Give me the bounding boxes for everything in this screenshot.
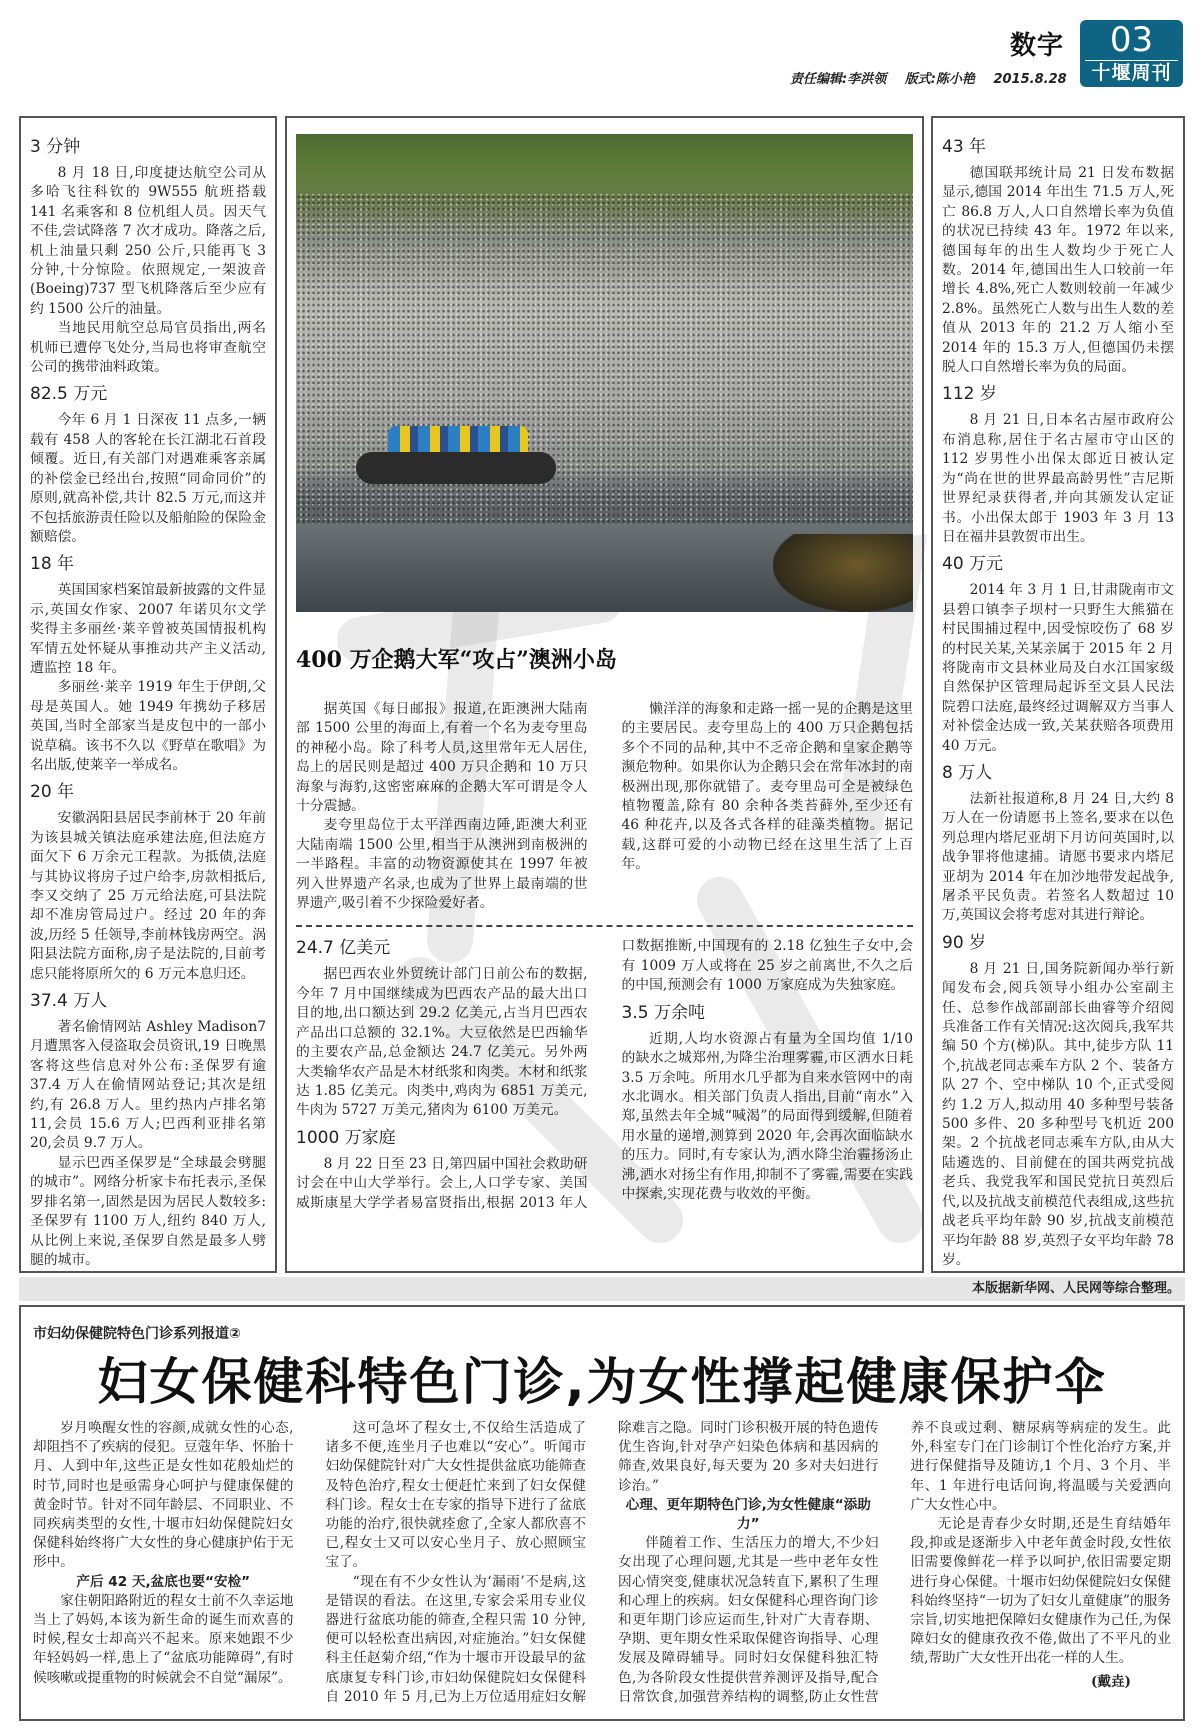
item-paragraph: 法新社报道称,8 月 24 日,大约 8 万人在一份请愿书上签名,要求在以色列总理内塔尼亚胡下月访问英国时,以战争罪将他逮捕。请愿书要求内塔尼亚胡为 2014 年在加沙地带发起战争,屠杀平民负责。若签名人数超过 10 万,英国议会将考虑对其进行辩论。 xyxy=(942,790,1174,924)
item-paragraph: 多丽丝·莱辛 1919 年生于伊朗,父母是英国人。她 1949 年携幼子移居英国,当时全部家当是皮包中的一部小说草稿。该书不久以《野草在歌唱》为名出版,使莱辛一举成名。 xyxy=(30,679,266,773)
editor-credit: 责任编辑:李洪领 xyxy=(790,72,887,87)
item-heading: 3 分钟 xyxy=(30,137,81,157)
item-heading: 40 万元 xyxy=(942,554,1004,575)
masthead-brand: 十堰周刊 xyxy=(1091,62,1172,84)
item-paragraph: 2014 年 3 月 1 日,甘肃陇南市文县碧口镇李子坝村一只野生大熊猫在村民围捕过程中,因受惊咬伤了 68 岁的村民关某,关某亲属于 2015 年 2 月将陇南市文县林业局及白水江国家级自然保护区管理局起诉至文县人民法院碧口法庭,最终经过调解双方当事人对补偿金达成一致,关某获赔各项费用 40 万元。 xyxy=(942,582,1174,754)
editor-line xyxy=(790,72,1081,88)
article-paragraph: 懒洋洋的海象和走路一摇一晃的企鹅是这里的主要居民。麦夸里岛上的 400 万只企鹅包括多个不同的品种,其中不乏帝企鹅和皇家企鹅等濒危物种。如果你认为企鹅只会在常年冰封的南极洲出现,那你就错了。麦夸里岛可全是被绿色植物覆盖,除有 80 余种各类苔藓外,至少还有 46 种花卉,以及各式各样的硅藻类植物。据记载,这群可爱的小动物已经在这里生活了上百年。 xyxy=(621,701,913,873)
article-paragraph: 家住朝阳路附近的程女士前不久幸运地当上了妈妈,本该为新生命的诞生而欢喜的时候,程女士却高兴不起来。原来她跟不少年轻妈妈一样,患上了“盆底功能障碍”,有时候咳嗽或提重物的时候就会不自觉“漏尿”。 xyxy=(33,1592,294,1686)
item-paragraph: 英国国家档案馆最新披露的文件显示,英国女作家、2007 年诺贝尔文学奖得主多丽丝·莱辛曾被英国情报机构军情五处怀疑从事推动共产主义活动,遭监控 18 年。 xyxy=(30,582,266,676)
item-paragraph: 8 月 18 日,印度捷达航空公司从多哈飞往科钦的 9W555 航班搭载 141 名乘客和 8 位机组人员。因天气不佳,尝试降落 7 次才成功。降落之后,机上油量只剩 250 公斤,只能再飞 3 分钟,十分惊险。依照规定,一架波音 (Boeing)737 型飞机降落后至少应有约 1500 公斤的油量。 xyxy=(30,165,266,317)
author-byline: (戴垚) xyxy=(1090,1673,1131,1690)
feature-headline: 400 万企鹅大军“攻占”澳洲小岛 xyxy=(296,647,617,673)
item-heading: 1000 万家庭 xyxy=(296,1127,396,1148)
item-paragraph: 据巴西农业外贸统计部门日前公布的数据,今年 7 月中国继续成为巴西农产品的最大出口目的地,出口额达到 29.2 亿美元,占当月巴西农产品出口总额的 32.1%。大豆依然是巴西输华的主要农产品,总金额达 24.7 亿美元。另外两大类输华农产品是木材纸浆和肉类。木材和纸浆达 1.85 亿美元。肉类中,鸡肉为 6851 万美元,牛肉为 5727 万美元,猪肉为 6100 万美元。 xyxy=(296,966,588,1119)
item-heading: 37.4 万人 xyxy=(30,991,108,1012)
page-number: 03 xyxy=(1109,20,1154,60)
feature-body xyxy=(296,700,913,913)
inflatable-boat xyxy=(356,452,556,484)
bottom-article-headline: 妇女保健科特色门诊,为女性撑起健康保护伞 xyxy=(97,1353,1107,1411)
bottom-article xyxy=(19,1305,1185,1721)
item-heading: 3.5 万余吨 xyxy=(621,1002,705,1023)
center-lower-items xyxy=(296,937,913,1212)
article-paragraph: 伴随着工作、生活压力的增大,不少妇女出现了心理问题,尤其是一些中老年女性因心情突变,健康状况急转直下,累积了生理和心理上的疾病。妇女保健科心理咨询门诊和更年期门诊应运而生,针对广大青春期、孕期、更年期女性采取保健咨询指导、心理发展及障碍辅导。同时妇女保健科独汇特色,为各阶段女性提供营养测评及指导,配合日常饮食,加强营养结构的调整,防止女性营养不良或过剩、糖尿病等病症的发生。此外,科室专门在门诊制订个性化治疗方案,并进行保健指导及随访,1 个月、3 个月、半年、1 年进行电话问询,将温暖与关爱洒向广大女性心中。 xyxy=(618,1420,1171,1705)
penguin-colony-photo xyxy=(296,134,913,612)
item-heading: 90 岁 xyxy=(942,932,987,953)
right-column xyxy=(942,130,1174,1270)
item-paragraph: 德国联邦统计局 21 日发布数据显示,德国 2014 年出生 71.5 万人,死亡 86.8 万人,人口自然增长率为负值的状况已持续 43 年。1972 年以来,德国每年的出生人数均少于死亡人数。2014 年,德国出生人口较前一年增长 4.8%,死亡人数则较前一年减少 2.8%。虽然死亡人数与出生人数的差值从 2013 年的 21.2 万人缩小至 2014 年的 15.3 万人,但德国仍未摆脱人口自然增长率为负的局面。 xyxy=(942,165,1174,376)
item-paragraph: 近期,人均水资源占有量为全国均值 1/10 的缺水之城郑州,为降尘治理雾霾,市区洒水日耗 3.5 万余吨。所用水几乎都为自来水管网中的南水北调水。相关部门负责人指出,目前“南水”入郑,虽然去年全城“喊渴”的局面得到缓解,但随着用水量的递增,测算到 2020 年,会再次面临缺水的压力。同时,有专家认为,洒水降尘治霾扬汤止沸,洒水对扬尘有作用,抑制不了雾霾,需要在实践中探索,实现花费与收效的平衡。 xyxy=(621,1030,913,1202)
kelp-rocks xyxy=(773,534,913,612)
issue-date: 2015.8.28 xyxy=(993,72,1067,87)
item-paragraph: 今年 6 月 1 日深夜 11 点多,一辆载有 458 人的客轮在长江湖北石首段倾覆。近日,有关部门对遇难乘客亲属的补偿金已经出台,按照“同命同价”的原则,就高补偿,共计 82.5 万元,而这并不包括旅游责任险以及船舶险的保险金额赔偿。 xyxy=(30,412,266,545)
article-paragraph: 据英国《每日邮报》报道,在距澳洲大陆南部 1500 公里的海面上,有着一个名为麦夸里岛的神秘小岛。除了科考人员,这里常年无人居住,岛上的居民则是超过 400 万只企鹅和 10 万只海象与海豹,这密密麻麻的企鹅大军可谓是令人十分震撼。 xyxy=(296,701,588,815)
center-column xyxy=(296,134,913,1213)
source-note: 本版据新华网、人民网等综合整理。 xyxy=(971,1281,1180,1296)
layout-credit: 版式:陈小艳 xyxy=(904,72,975,87)
article-paragraph: “现在有不少女性认为‘漏雨’不是病,这是错误的看法。在这里,专家会采用专业仪器进行盆底功能的筛查,全程只需 10 分钟,便可以轻松查出病因,对症施治。”妇女保健科主任赵菊介绍,“作为十堰市开设最早的盆底康复专科门诊,市妇幼保健院妇女保健科自 2010 年 5 月,已为上万位适用症妇女解除难言之隐。同时门诊积极开展的特色遗传优生咨询,针对孕产妇染色体病和基因病的筛查,效果良好,每天要为 20 多对夫妇进行诊治。” xyxy=(325,1420,879,1705)
section-title: 数字 xyxy=(1010,31,1065,61)
article-paragraph: 岁月唤醒女性的容颜,成就女性的心态,却阻挡不了疾病的侵犯。豆蔻年华、怀胎十月、人到中年,这些正是女性如花般灿烂的时节,同时也是亟需身心呵护与健康保健的黄金时节。针对不同年龄层、不同职业、不同疾病类型的女性,十堰市妇幼保健院妇女保健科始终将广大女性的身心健康护佑于无形中。 xyxy=(33,1420,294,1571)
item-heading: 43 年 xyxy=(942,137,987,157)
bottom-article-body xyxy=(33,1419,1171,1707)
item-paragraph: 8 月 22 日至 23 日,第四届中国社会救助研讨会在中山大学举行。会上,人口学专家、美国威斯康星大学学者易富贤指出,根据 2013 年人口数据推断,中国现有的 2.18 亿独生子女中,会有 1009 万人或将在 25 岁之前离世,不久之后的中国,预测会有 1000 万家庭成为失独家庭。 xyxy=(296,938,913,1211)
page-badge xyxy=(1080,20,1183,87)
item-paragraph: 安徽涡阳县居民李前林于 20 年前为该县城关镇法庭承建法庭,但法庭方面欠下 6 万余元工程款。为抵债,法庭与其协议将房子过户给李,房款相抵后,李又交纳了 25 万元给法庭,可县法院却不准房管局过户。经过 20 年的奔波,历经 5 任领导,李前林钱房两空。涡阳县法院方面称,房子是法院的,目前考虑只能将原所欠的 6 万元本息归还。 xyxy=(30,810,266,982)
article-paragraph: 这可急坏了程女士,不仅给生活造成了诸多不便,连坐月子也难以“安心”。听闻市妇幼保健院针对广大女性提供盆底功能筛查及特色治疗,程女士便赶忙来到了妇女保健科门诊。程女士在专家的指导下进行了盆底功能的治疗,很快就痊愈了,全家人都欣喜不已,程女士又可以安心坐月子、放心照顾宝宝了。 xyxy=(325,1420,586,1571)
series-kicker: 市妇幼保健院特色门诊系列报道② xyxy=(33,1326,241,1342)
item-paragraph: 8 月 21 日,日本名古屋市政府公布消息称,居住于名古屋市守山区的 112 岁男性小出保太郎近日被认定为“尚在世的世界最高龄男性”吉尼斯世界纪录获得者,并向其颁发认定证书。小出保太郎于 1903 年 3 月 13 日在福井县敦贺市出生。 xyxy=(942,412,1174,545)
dashed-divider xyxy=(296,925,913,927)
article-paragraph: 麦夸里岛位于太平洋西南边陲,距澳大利亚大陆南端 1500 公里,相当于从澳洲到南极洲的一半路程。丰富的动物资源使其在 1997 年被列入世界遗产名录,也成为了世界上最南端的世界遗产,吸引着不少探险爱好者。 xyxy=(296,817,588,912)
item-heading: 82.5 万元 xyxy=(30,384,108,405)
item-heading: 24.7 亿美元 xyxy=(296,938,391,959)
left-column xyxy=(30,130,266,1270)
item-paragraph: 当地民用航空总局官员指出,两名机师已遭停飞处分,当局也将审查航空公司的携带油料政策。 xyxy=(30,320,266,376)
subheading: 产后 42 天,盆底也要“安检” xyxy=(76,1573,251,1590)
item-paragraph: 8 月 21 日,国务院新闻办举行新闻发布会,阅兵领导小组办公室副主任、总参作战部副部长曲睿等介绍阅兵准备工作有关情况:这次阅兵,我军共编 50 个方(梯)队。其中,徒步方队 11 个,抗战老同志乘车方队 2 个、装备方队 27 个、空中梯队 10 个,正式受阅约 1.2 万人,拟动用 40 多种型号装备 500 多件、20 多种型号飞机近 200 架。2 个抗战老同志乘车方队,由从大陆遴选的、目前健在的国共两党抗战老兵、我党我军和国民党抗日英烈后代,以及抗战支前模范代表组成,这些抗战老兵平均年龄 90 岁,抗战支前模范平均年龄 88 岁,英烈子女平均年龄 78 岁。 xyxy=(942,960,1175,1268)
item-heading: 112 岁 xyxy=(942,384,997,405)
item-heading: 18 年 xyxy=(30,554,75,575)
item-paragraph: 显示巴西圣保罗是“全球最会劈腿的城市”。网络分析家卡布托表示,圣保罗排名第一,固然是因为居民人数较多:圣保罗有 1100 万人,纽约 840 万人,从比例上来说,圣保罗自然是最多人劈腿的城市。 xyxy=(30,1154,266,1268)
subheading: 心理、更年期特色门诊,为女性健康“添助力” xyxy=(625,1496,871,1533)
article-paragraph: 无论是青春少女时期,还是生育结婚年段,抑或是逐渐步入中老年黄金时段,女性依旧需要像鲜花一样予以呵护,依旧需要定期进行身心保健。十堰市妇幼保健院妇女保健科始终坚持“一切为了妇女儿童健康”的服务宗旨,切实地把保障妇女健康作为己任,为保障妇女的健康孜孜不倦,做出了不平凡的业绩,帮助广大女性开出花一样的人生。 xyxy=(910,1516,1171,1667)
item-heading: 8 万人 xyxy=(942,762,993,783)
item-paragraph: 著名偷情网站 Ashley Madison7 月遭黑客入侵盗取会员资讯,19 日晚黑客将这些信息对外公布:圣保罗有逾 37.4 万人在偷情网站登记;其次是纽约,有 26.8 万人。里约热内卢排名第 11,会员 15.6 万人;巴西利亚排名第 20,会员 9.7 万人。 xyxy=(30,1019,266,1152)
item-heading: 20 年 xyxy=(30,782,75,803)
